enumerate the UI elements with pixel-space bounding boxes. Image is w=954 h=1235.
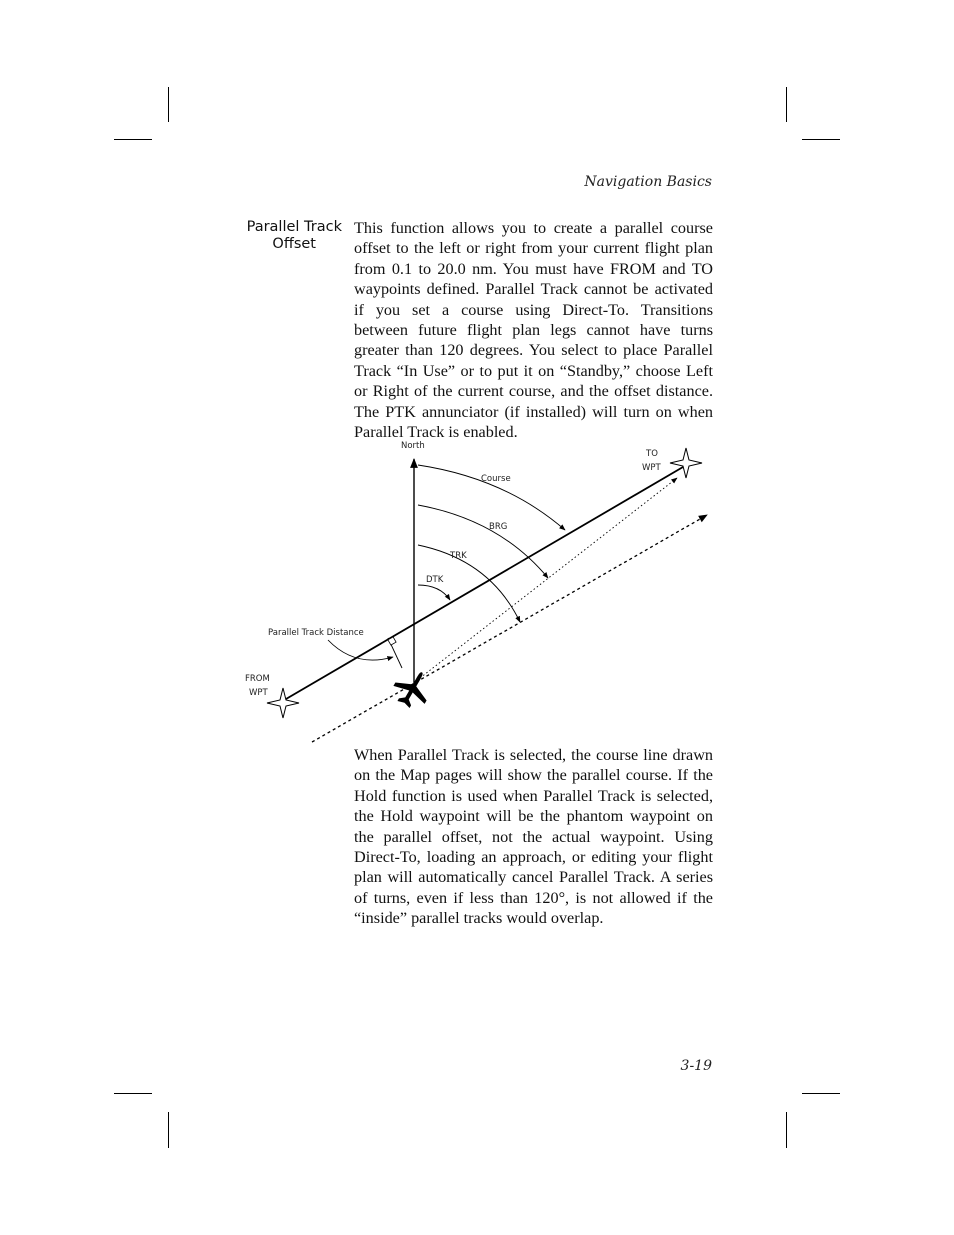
- brg-arc: [418, 505, 548, 578]
- parallel-track-line: [312, 515, 707, 742]
- trk-label: TRK: [450, 551, 467, 561]
- course-line: [286, 467, 683, 699]
- dtk-arc: [418, 585, 450, 600]
- running-header: Navigation Basics: [584, 174, 712, 190]
- bearing-dotted-line: [420, 478, 677, 678]
- paragraph-intro: This function allows you to create a parallel course offset to the left or right from your current flight plan from 0.1 to 20.0 nm. You must have FROM and TO waypoints defined. Parallel Track cannot be activated if you set a course using Direct-To. Transitions between future flight plan legs cannot have turns greater than 120 degrees. You select to place Parallel Track “In Use” or to put it on “Standby,” choose Left or Right of the current course, and the offset distance. The PTK annunciator (if installed) will turn on when Parallel Track is enabled.: [354, 219, 713, 442]
- paragraph-details: When Parallel Track is selected, the course line drawn on the Map pages will show the parallel course. If the Hold function is used when Parallel Track is selected, the Hold waypoint will be the phantom waypoint on the parallel offset, not the actual waypoint. Using Direct-To, loading an approach, or editing your flight plan will automatically cancel Parallel Track. A series of turns, even if less than 120°, is not allowed if the “inside” parallel tracks would overlap.: [354, 746, 713, 928]
- brg-label: BRG: [489, 522, 508, 532]
- from-waypoint-label-line1: FROM: [245, 674, 270, 684]
- to-waypoint-label-line2: WPT: [642, 463, 661, 473]
- to-waypoint-label-line1: TO: [646, 449, 658, 459]
- parallel-track-distance-label: Parallel Track Distance: [268, 628, 364, 638]
- from-waypoint-label-line2: WPT: [249, 688, 268, 698]
- from-waypoint-icon: [267, 688, 299, 718]
- dtk-label: DTK: [426, 575, 444, 585]
- to-waypoint-icon: [670, 448, 702, 478]
- north-label: North: [401, 441, 425, 451]
- section-heading-line1: Parallel Track: [246, 219, 342, 235]
- aircraft-icon: [388, 663, 438, 713]
- course-label: Course: [481, 474, 511, 484]
- page-number: 3-19: [680, 1058, 712, 1074]
- section-heading-line2: Offset: [272, 236, 316, 252]
